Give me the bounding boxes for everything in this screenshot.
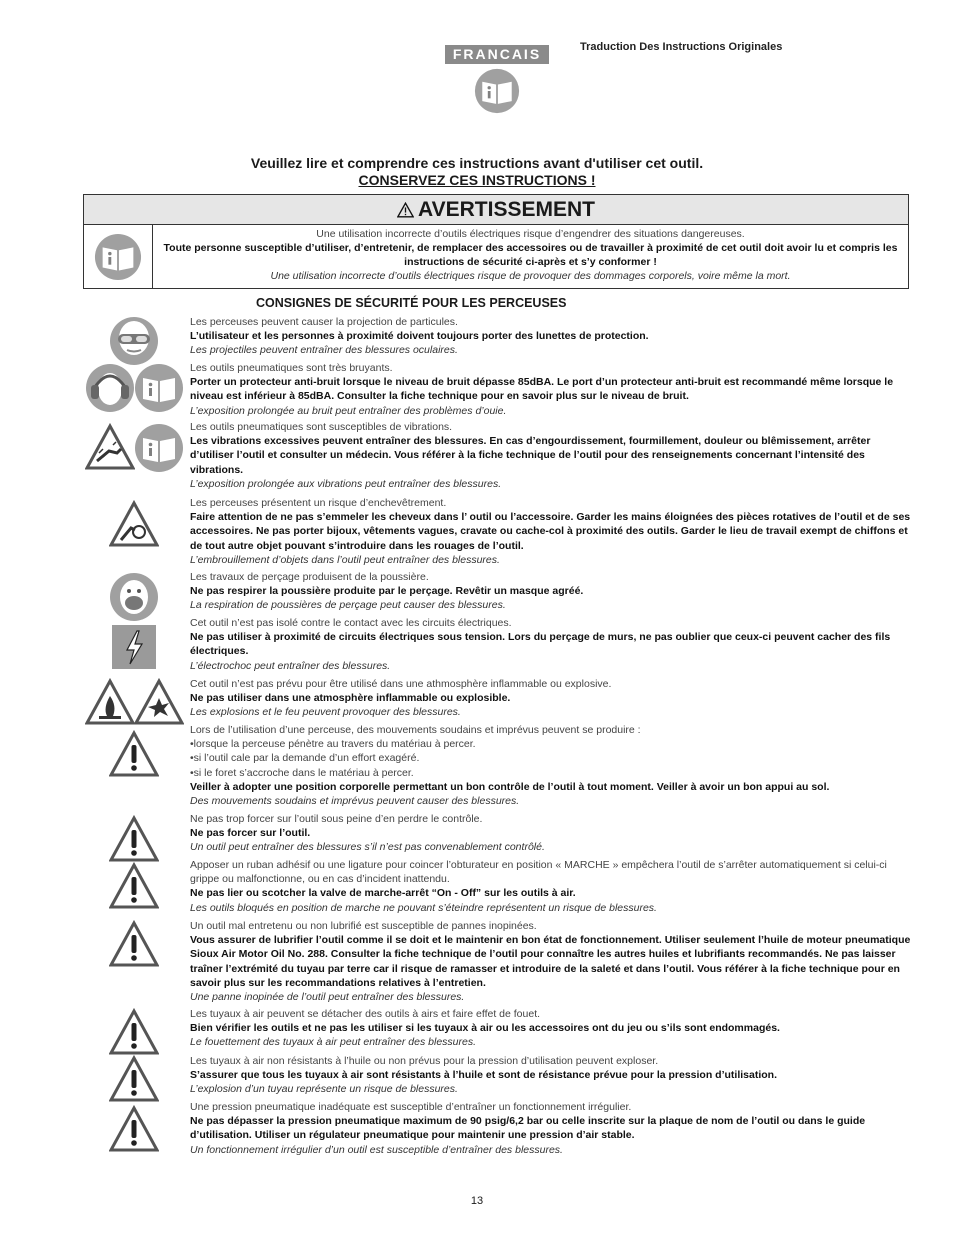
entry-consequence: Le fouettement des tuyaux à air peut entraîner des blessures.: [190, 1036, 477, 1049]
read-manual-icon: [474, 68, 520, 114]
entry-hazard: Une pression pneumatique inadéquate est susceptible d’entraîner un fonctionnement irrégulier.: [190, 1101, 632, 1113]
safety-entry: [190, 616, 912, 673]
entry-consequence: Un fonctionnement irrégulier d’un outil est susceptible d’entraîner des blessures.: [190, 1143, 563, 1156]
warning-text: [153, 225, 908, 289]
entry-hazard: Les tuyaux à air non résistants à l’huile ou non prévus pour la pression d’utilisation peuvent exploser.: [190, 1055, 659, 1067]
safety-entry: [190, 1100, 912, 1157]
entry-consequence: La respiration de poussières de perçage peut causer des blessures.: [190, 599, 506, 612]
safety-entry: [190, 361, 912, 418]
entry-consequence: L’électrochoc peut entraîner des blessures.: [190, 659, 391, 672]
entry-action: Ne pas respirer la poussière produite par le perçage. Revêtir un masque agréé.: [190, 585, 584, 598]
entry-action: Ne pas forcer sur l’outil.: [190, 827, 311, 840]
safety-entry: [190, 858, 912, 915]
fire-hazard-icon: [85, 678, 135, 728]
safety-entry: [190, 812, 912, 855]
entry-consequence: Une panne inopinée de l’outil peut entraîner des blessures.: [190, 991, 465, 1004]
entry-hazard: Ne pas trop forcer sur l’outil sous peine d’en perdre le contrôle.: [190, 813, 483, 825]
safety-entry: [190, 315, 912, 358]
entry-hazard: Les travaux de perçage produisent de la poussière.: [190, 571, 429, 583]
entry-bullet: •si l’outil cale par la demande d’un effort exagéré.: [190, 752, 420, 765]
entry-hazard: Les perceuses présentent un risque d’enchevêtrement.: [190, 497, 447, 509]
general-warning-icon: [109, 1055, 159, 1105]
entry-consequence: L’exposition prolongée au bruit peut entraîner des problèmes d’ouie.: [190, 404, 507, 417]
section-title: CONSIGNES DE SÉCURITÉ POUR LES PERCEUSES: [256, 296, 567, 310]
entry-consequence: Les projectiles peuvent entraîner des blessures oculaires.: [190, 344, 458, 357]
entry-action: Vous assurer de lubrifier l’outil comme il se doit et le maintenir en bon état de fonctionnement. Utiliser seulement l’huile de moteur pneumatique Sioux Air Motor Oil No. 288. Consulter la fiche technique de l’outil pour connaître les autres huiles et lubrifiants recommandés. Ne pas laisser traîner l’extrémité du tuyau par terre car il risque de ramasser et introduire de la saleté et dans l’outil. Vous référer à la fiche technique pour en savoir plus sur les recommandations relatives à l’entretien.: [190, 934, 911, 989]
entry-hazard: Les tuyaux à air peuvent se détacher des outils à airs et faire effet de fouet.: [190, 1008, 541, 1020]
read-manual-icon: [134, 423, 184, 473]
page-number: 13: [470, 1195, 484, 1207]
entry-consequence: L’embrouillement d’objets dans l’outil peut entraîner des blessures.: [190, 553, 500, 566]
entry-hazard: Cet outil n’est pas isolé contre le contact avec les circuits électriques.: [190, 617, 512, 629]
entry-bullet: •lorsque la perceuse pénètre au travers du matériau à percer.: [190, 738, 476, 751]
entry-action: S’assurer que tous les tuyaux à air sont résistants à l’huile et sont de résistance prévue pour la pression d’utilisation.: [190, 1069, 778, 1082]
electric-shock-icon: [109, 622, 159, 672]
entry-consequence: Les outils bloqués en position de marche ne pouvant s’éteindre représentent un risque de blessures.: [190, 901, 657, 914]
general-warning-icon: [109, 815, 159, 865]
entry-action: Veiller à adopter une position corporelle permettant un bon contrôle de l’outil à tout moment. Veiller à avoir un bon appui au sol.: [190, 780, 830, 793]
entry-action: Faire attention de ne pas s’emmeler les cheveux dans l’ outil ou l’accessoire. Garder les mains éloignées des pièces rotatives de l’outil et de ses accessoires. Ne pas porter bijoux, vêtements vagues, cravate ou cache-col à proximité des outils. Garder le lieu de travail exempt de chiffons et de tout autre objet pouvant s’introduire dans les rouages de l’outil.: [190, 511, 911, 552]
general-warning-icon: [109, 862, 159, 912]
entry-action: Ne pas lier ou scotcher la valve de marche-arrêt “On - Off” sur les outils à air.: [190, 887, 576, 900]
translation-note: Traduction Des Instructions Originales: [580, 41, 783, 53]
warning-title: AVERTISSEMENT: [418, 197, 595, 221]
safety-entry: [190, 919, 912, 1004]
safety-entry: [190, 1007, 912, 1050]
entry-action: L’utilisateur et les personnes à proximité doivent toujours porter des lunettes de protection.: [190, 330, 649, 343]
entry-consequence: L’exposition prolongée aux vibrations peut entraîner des blessures.: [190, 477, 502, 490]
safety-entry: [190, 677, 912, 720]
entry-hazard: Les perceuses peuvent causer la projection de particules.: [190, 316, 458, 328]
read-manual-icon: [94, 233, 142, 281]
vibration-hazard-icon: [85, 423, 135, 473]
warning-icon-cell: [84, 225, 153, 289]
explosion-hazard-icon: [134, 678, 184, 728]
entry-hazard: Un outil mal entretenu ou non lubrifié est susceptible de pannes inopinées.: [190, 920, 537, 932]
safety-entry: [190, 496, 912, 567]
warning-triangle-icon: [397, 202, 414, 218]
general-warning-icon: [109, 920, 159, 970]
entry-action: Porter un protecteur anti-bruit lorsque le niveau de bruit dépasse 85dBA. Le port d’un protecteur anti-bruit est recommandé même lorsque le niveau est inférieur à 85dBA. Consulter la fiche technique pour en savoir plus sur le niveau de bruit.: [190, 376, 894, 403]
language-badge: FRANCAIS: [445, 45, 549, 64]
intro-block: [0, 155, 954, 189]
entry-consequence: Des mouvements soudains et imprévus peuvent causer des blessures.: [190, 795, 520, 808]
entry-action: Les vibrations excessives peuvent entraîner des blessures. En cas d’engourdissement, fourmillement, douleur ou blêmissement, arrêter d’utiliser l’outil et consulter un médecin. Vous référer à la fiche technique de l’outil pour des renseignements concernant l’intensité des vibrations.: [190, 435, 871, 476]
safety-entry: [190, 570, 912, 613]
entry-hazard: Les outils pneumatiques sont très bruyants.: [190, 362, 393, 374]
entry-hazard: Les outils pneumatiques sont susceptibles de vibrations.: [190, 421, 453, 433]
entry-consequence: Les explosions et le feu peuvent provoquer des blessures.: [190, 706, 461, 719]
entry-hazard: Cet outil n’est pas prévu pour être utilisé dans une athmosphère inflammable ou explosive.: [190, 678, 612, 690]
warning-header: [84, 195, 908, 225]
ear-protection-icon: [85, 363, 135, 413]
entry-action: Ne pas utiliser à proximité de circuits électriques sous tension. Lors du perçage de murs, ne pas oublier que ceux-ci peuvent cacher des fils électriques.: [190, 631, 891, 658]
entry-hazard: Lors de l’utilisation d’une perceuse, des mouvements soudains et imprévus peuvent se produire :: [190, 724, 641, 736]
entry-action: Bien vérifier les outils et ne pas les utiliser si les tuyaux à air ou les accessoires ont du jeu ou s’ils sont endommagés.: [190, 1022, 780, 1035]
warning-line-3: Une utilisation incorrecte d’outils électriques risque de provoquer des dommages corporels, voire même la mort.: [270, 270, 791, 282]
warning-box: [83, 194, 909, 289]
intro-line: Veuillez lire et comprendre ces instructions avant d'utiliser cet outil.: [250, 155, 704, 171]
safety-entry: [190, 1054, 912, 1097]
entry-consequence: Un outil peut entraîner des blessures s’il n’est pas convenablement contrôlé.: [190, 841, 545, 854]
entry-action: Ne pas dépasser la pression pneumatique maximum de 90 psig/6,2 bar ou celle inscrite sur la plaque de nom de l’outil ou dans le guide d’utilisation. Utiliser un régulateur pneumatique pour maintenir une pression d’air stable.: [190, 1115, 866, 1142]
general-warning-icon: [109, 730, 159, 780]
safety-entry: [190, 723, 912, 808]
warning-line-1: Une utilisation incorrecte d’outils électriques risque d’engendrer des situations dangereuses.: [316, 228, 745, 240]
safety-entry: [190, 420, 912, 491]
warning-line-2: Toute personne susceptible d’utiliser, d’entretenir, de remplacer des accessoires ou de travailler à proximité de cet outil doit avoir lu et compris les instructions de sécurité ci-après et s’y conformer !: [163, 242, 898, 268]
read-manual-icon: [134, 363, 184, 413]
entry-action: Ne pas utiliser dans une atmosphère inflammable ou explosible.: [190, 692, 511, 705]
keep-instructions: CONSERVEZ CES INSTRUCTIONS !: [358, 172, 596, 188]
general-warning-icon: [109, 1105, 159, 1155]
entanglement-hazard-icon: [109, 500, 159, 550]
dust-mask-icon: [109, 572, 159, 622]
safety-goggles-icon: [109, 316, 159, 366]
entry-consequence: L’explosion d’un tuyau représente un risque de blessures.: [190, 1083, 458, 1096]
general-warning-icon: [109, 1008, 159, 1058]
entry-hazard: Apposer un ruban adhésif ou une ligature pour coincer l’obturateur en position « MARCHE » empêchera l’outil de s’arrêter automatiquement si celui-ci grippe ou malfonctionne, ou en cas d’incident inattendu.: [190, 859, 887, 886]
entry-bullet: •si le foret s’accroche dans le matériau à percer.: [190, 766, 414, 779]
